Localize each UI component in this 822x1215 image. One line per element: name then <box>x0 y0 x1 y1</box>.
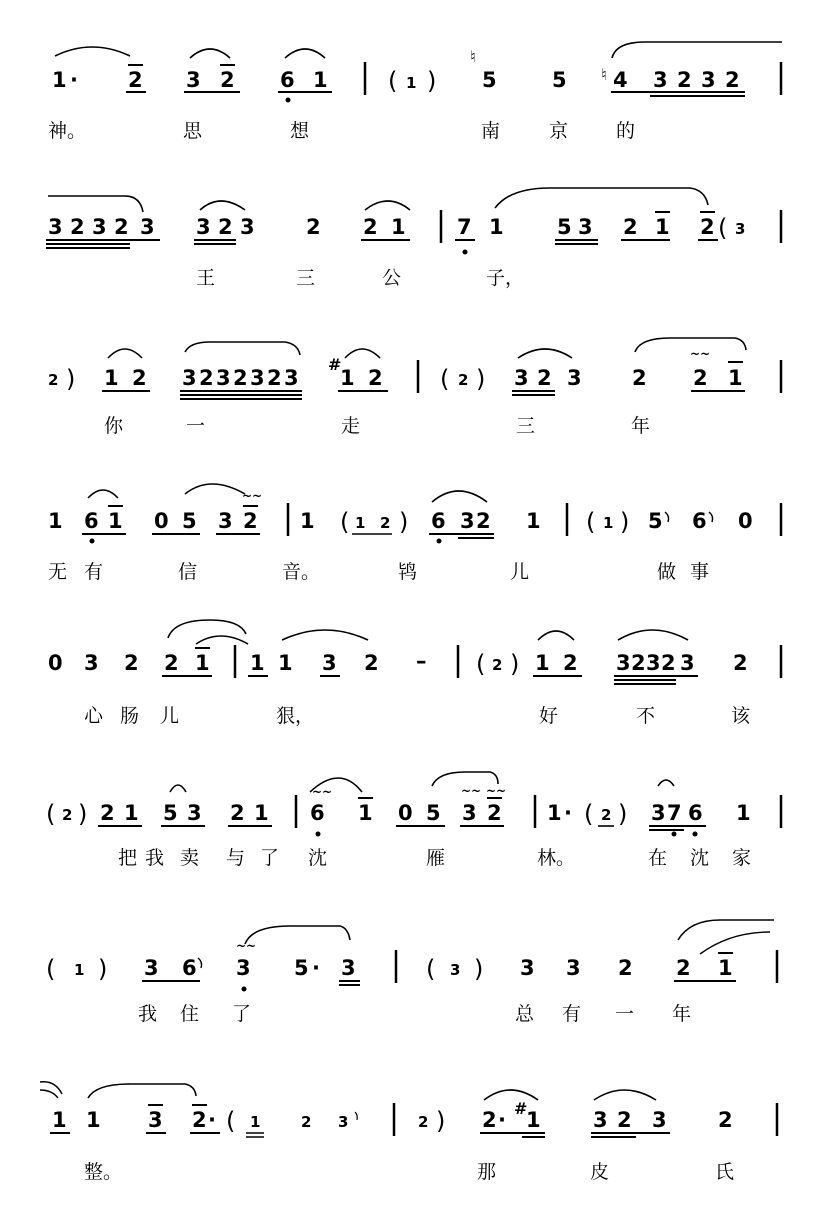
lyric: 住 <box>180 1003 200 1025</box>
note: 3 <box>196 215 211 239</box>
paren: ( <box>46 955 56 983</box>
paren: ) <box>618 800 628 828</box>
ornament-mark: ~~ <box>690 347 711 361</box>
note: 2 <box>70 215 85 239</box>
note: 1 <box>74 961 85 979</box>
lyric: 一 <box>186 415 206 437</box>
lyric: 沈 <box>690 847 710 869</box>
note: 5 <box>163 801 178 825</box>
lyrics-line-1 <box>48 119 635 142</box>
paren: ) <box>427 67 437 95</box>
note: 1 <box>406 74 417 92</box>
lyric: 儿 <box>160 705 180 727</box>
natural-sign: ♮ <box>601 65 607 84</box>
lyric: 无 <box>48 561 68 583</box>
lyric: 心 <box>84 705 104 727</box>
note: 1 <box>300 509 315 533</box>
lyric: 一 <box>615 1003 635 1025</box>
lyric: 我 <box>145 847 165 869</box>
lyric: 走 <box>341 415 361 437</box>
lyrics-line-6 <box>118 847 751 869</box>
lyric: 该 <box>731 705 751 727</box>
note: 2 <box>563 651 578 675</box>
note: 0 <box>398 801 413 825</box>
note: 0 <box>48 651 63 675</box>
note: 1 <box>718 956 733 980</box>
lyric: 与 <box>226 847 246 869</box>
note: 3 <box>653 68 668 92</box>
note: 3 <box>240 215 255 239</box>
note: 1 <box>340 366 355 390</box>
paren: ( <box>46 800 56 828</box>
note: 2 <box>100 801 115 825</box>
note: – <box>416 649 427 673</box>
note: 2 <box>199 366 214 390</box>
note: 5 <box>426 801 441 825</box>
note: 6 <box>692 509 707 533</box>
sharp-sign: # <box>514 1099 528 1118</box>
note: 1 <box>52 1108 67 1132</box>
natural-sign: ♮ <box>470 47 476 66</box>
note: 3 <box>520 956 535 980</box>
lyric: 在 <box>648 847 668 869</box>
note: 3 <box>144 956 159 980</box>
note: 2 <box>617 1108 632 1132</box>
note: 1 <box>526 1108 541 1132</box>
lyric: 那 <box>477 1161 497 1183</box>
lyrics-line-4 <box>48 561 709 583</box>
note: 3 <box>460 509 475 533</box>
ornament-mark: ~~ <box>312 785 333 799</box>
note: 2 <box>677 68 692 92</box>
lyrics-line-8 <box>84 1161 734 1183</box>
ornament-mark: ~~ <box>236 939 257 953</box>
note: 3 <box>701 68 716 92</box>
note: 1 <box>124 801 139 825</box>
note: 2 <box>218 215 233 239</box>
note: 2 <box>418 1113 429 1131</box>
note: 1 <box>86 1108 101 1132</box>
note: 1 <box>526 509 541 533</box>
slur-marks <box>55 42 782 58</box>
note: 5 <box>294 956 309 980</box>
lyrics-line-7 <box>138 1003 691 1025</box>
note: 2 <box>301 1113 312 1131</box>
lyric: 的 <box>616 120 636 142</box>
paren: ( <box>226 1107 236 1135</box>
lyric: 事 <box>690 561 710 583</box>
note: 2 <box>693 366 708 390</box>
lyric: 音。 <box>282 561 321 583</box>
paren: ) <box>436 1107 446 1135</box>
note: 2 <box>676 956 691 980</box>
note: 2 <box>476 509 491 533</box>
note: 3 <box>92 215 107 239</box>
note: 2 <box>220 68 235 92</box>
lyric: 不 <box>636 705 656 727</box>
note: 3 <box>236 956 251 980</box>
paren: ( <box>426 955 436 983</box>
note: 3 <box>646 651 661 675</box>
lyric: 把 <box>118 847 138 869</box>
note: 1 <box>355 514 366 532</box>
note: 2 <box>114 215 129 239</box>
paren: ( <box>340 508 350 536</box>
lyrics-line-5 <box>84 705 751 727</box>
lyric: 年 <box>672 1003 692 1025</box>
lyric: 年 <box>631 415 651 437</box>
lyric: 氏 <box>715 1161 735 1183</box>
note: 1 <box>535 651 550 675</box>
lyric: 做 <box>657 561 677 583</box>
note: 2 <box>132 366 147 390</box>
note: 7 <box>457 215 472 239</box>
paren: ) <box>98 955 108 983</box>
note: 3 <box>735 220 746 238</box>
note: 2 <box>380 514 391 532</box>
lyric: 思 <box>183 120 203 142</box>
note: · <box>498 1108 506 1132</box>
note: 1 <box>48 509 63 533</box>
lyric: 子， <box>486 267 525 289</box>
note: 3 <box>680 651 695 675</box>
note: 3 <box>341 956 356 980</box>
lyric: 整。 <box>84 1161 123 1183</box>
note: 1 <box>254 801 269 825</box>
note: 5 <box>557 215 572 239</box>
note: 2 <box>267 366 282 390</box>
note: 3 <box>652 1108 667 1132</box>
lyric: 京 <box>549 120 569 142</box>
note: 3 <box>578 215 593 239</box>
note: · <box>312 956 320 980</box>
note: 0 <box>154 509 169 533</box>
note: 3 <box>593 1108 608 1132</box>
note: 2 <box>623 215 638 239</box>
note: 2 <box>537 366 552 390</box>
note: 3 <box>322 651 337 675</box>
note: 1 <box>278 651 293 675</box>
system-7 <box>46 920 777 1025</box>
note: 1 <box>736 801 751 825</box>
note: 3 <box>216 366 231 390</box>
ornament-mark: ~~ <box>461 784 482 798</box>
lyric: 想 <box>290 120 310 142</box>
lyric: 三 <box>296 267 316 289</box>
paren: ( <box>388 67 398 95</box>
note: 1 <box>603 514 614 532</box>
note: 2 <box>601 806 612 824</box>
lyric: 有 <box>84 561 104 583</box>
note: 5 <box>182 509 197 533</box>
note: 3 <box>338 1113 349 1131</box>
note: 2 <box>725 68 740 92</box>
note: 7 <box>667 801 682 825</box>
note: 1 <box>655 215 670 239</box>
lyric: 狠， <box>276 705 315 727</box>
note: 6 <box>182 956 197 980</box>
note: 2 <box>458 371 469 389</box>
lyric: 儿 <box>510 561 530 583</box>
note: 1 <box>489 215 504 239</box>
note: 2 <box>62 806 73 824</box>
note: 6 <box>310 801 325 825</box>
note: 3 <box>616 651 631 675</box>
lyric: 卖 <box>180 847 200 869</box>
note: 3 <box>187 801 202 825</box>
note: 2 <box>368 366 383 390</box>
note: 2 <box>482 1108 497 1132</box>
note: 6 <box>431 509 446 533</box>
note: 1 <box>358 801 373 825</box>
paren: ( <box>586 508 596 536</box>
lyric: 王 <box>196 267 216 289</box>
note: 2 <box>618 956 633 980</box>
paren: ) <box>620 508 630 536</box>
lyric: 鸨 <box>398 561 418 583</box>
paren: ( <box>476 650 486 678</box>
note: 6 <box>280 68 295 92</box>
note: 2 <box>192 1108 207 1132</box>
note: 2 <box>492 656 503 674</box>
note: 2 <box>733 651 748 675</box>
note: 2 <box>230 801 245 825</box>
lyric: 有 <box>562 1003 582 1025</box>
paren: ) <box>399 508 409 536</box>
paren: ) <box>66 365 76 393</box>
note: 2 <box>128 68 143 92</box>
note: 2 <box>718 1108 733 1132</box>
ornament-mark: ~~ <box>486 784 507 798</box>
system-4 <box>48 484 781 583</box>
note: 2 <box>48 371 59 389</box>
lyric: 信 <box>178 561 198 583</box>
note: 3 <box>651 801 666 825</box>
lyric: 三 <box>516 415 536 437</box>
note: 3 <box>48 215 63 239</box>
note: 1 <box>313 68 328 92</box>
note: 1 <box>104 366 119 390</box>
note: 1 <box>547 801 562 825</box>
lyrics-line-3 <box>104 415 650 437</box>
note: 2 <box>632 366 647 390</box>
note: 6 <box>688 801 703 825</box>
paren: ( <box>584 800 594 828</box>
lyric: 林。 <box>537 847 576 869</box>
note: 2 <box>306 215 321 239</box>
note: 2 <box>364 651 379 675</box>
lyric: 家 <box>732 847 752 869</box>
lyric: 了 <box>232 1003 252 1025</box>
note: · <box>564 801 572 825</box>
note: · <box>208 1108 216 1132</box>
note: 1 <box>728 366 743 390</box>
note: 2 <box>487 801 502 825</box>
system-6 <box>46 772 781 869</box>
note: 3 <box>182 366 197 390</box>
note: 3 <box>84 651 99 675</box>
ornament-mark: ~~ <box>242 489 263 503</box>
lyric: 你 <box>104 415 124 437</box>
note: 3 <box>462 801 477 825</box>
system-2 <box>46 188 781 289</box>
paren: ) <box>78 800 88 828</box>
note: 6 <box>84 509 99 533</box>
lyric: 神。 <box>48 120 87 142</box>
note: 3 <box>284 366 299 390</box>
note: 2 <box>233 366 248 390</box>
note: 1 <box>250 651 265 675</box>
paren: ( <box>440 365 450 393</box>
note: 2 <box>164 651 179 675</box>
note: 1 <box>250 1113 261 1131</box>
note: 3 <box>567 366 582 390</box>
note: 3 <box>218 509 233 533</box>
note-dot: · <box>70 68 78 92</box>
system-3 <box>48 338 781 437</box>
note: 5 <box>648 509 663 533</box>
paren: ) <box>476 365 486 393</box>
lyric: 皮 <box>590 1161 610 1183</box>
note: 1 <box>195 651 210 675</box>
note: 1 <box>391 215 406 239</box>
note: 1 <box>108 509 123 533</box>
note: 2 <box>363 215 378 239</box>
paren: ( <box>718 214 728 242</box>
lyric: 肠 <box>120 705 140 727</box>
system-1 <box>48 42 782 142</box>
lyric: 总 <box>515 1003 535 1025</box>
note: 3 <box>566 956 581 980</box>
note: 2 <box>631 651 646 675</box>
lyrics-line-2 <box>196 267 524 289</box>
note: 3 <box>514 366 529 390</box>
lyric: 好 <box>539 705 559 727</box>
note: 2 <box>124 651 139 675</box>
sharp-sign: # <box>328 355 342 374</box>
note: 4 <box>613 68 628 92</box>
note: 2 <box>661 651 676 675</box>
lyric: 了 <box>260 847 280 869</box>
lyric: 沈 <box>308 847 328 869</box>
note: 5 <box>552 68 567 92</box>
note: 5 <box>482 68 497 92</box>
note: 3 <box>148 1108 163 1132</box>
system-5 <box>48 620 781 727</box>
note: 2 <box>243 509 258 533</box>
paren: ) <box>474 955 484 983</box>
lyric: 南 <box>481 120 501 142</box>
note: 1 <box>52 68 67 92</box>
lyric: 我 <box>138 1003 158 1025</box>
note: 2 <box>700 215 715 239</box>
lyric: 公 <box>382 267 402 289</box>
paren: ) <box>510 650 520 678</box>
lyric: 雁 <box>426 847 446 869</box>
note: 0 <box>738 509 753 533</box>
note: 3 <box>186 68 201 92</box>
note: 3 <box>450 961 461 979</box>
system-8 <box>40 1082 777 1183</box>
note: 3 <box>140 215 155 239</box>
note: 3 <box>250 366 265 390</box>
